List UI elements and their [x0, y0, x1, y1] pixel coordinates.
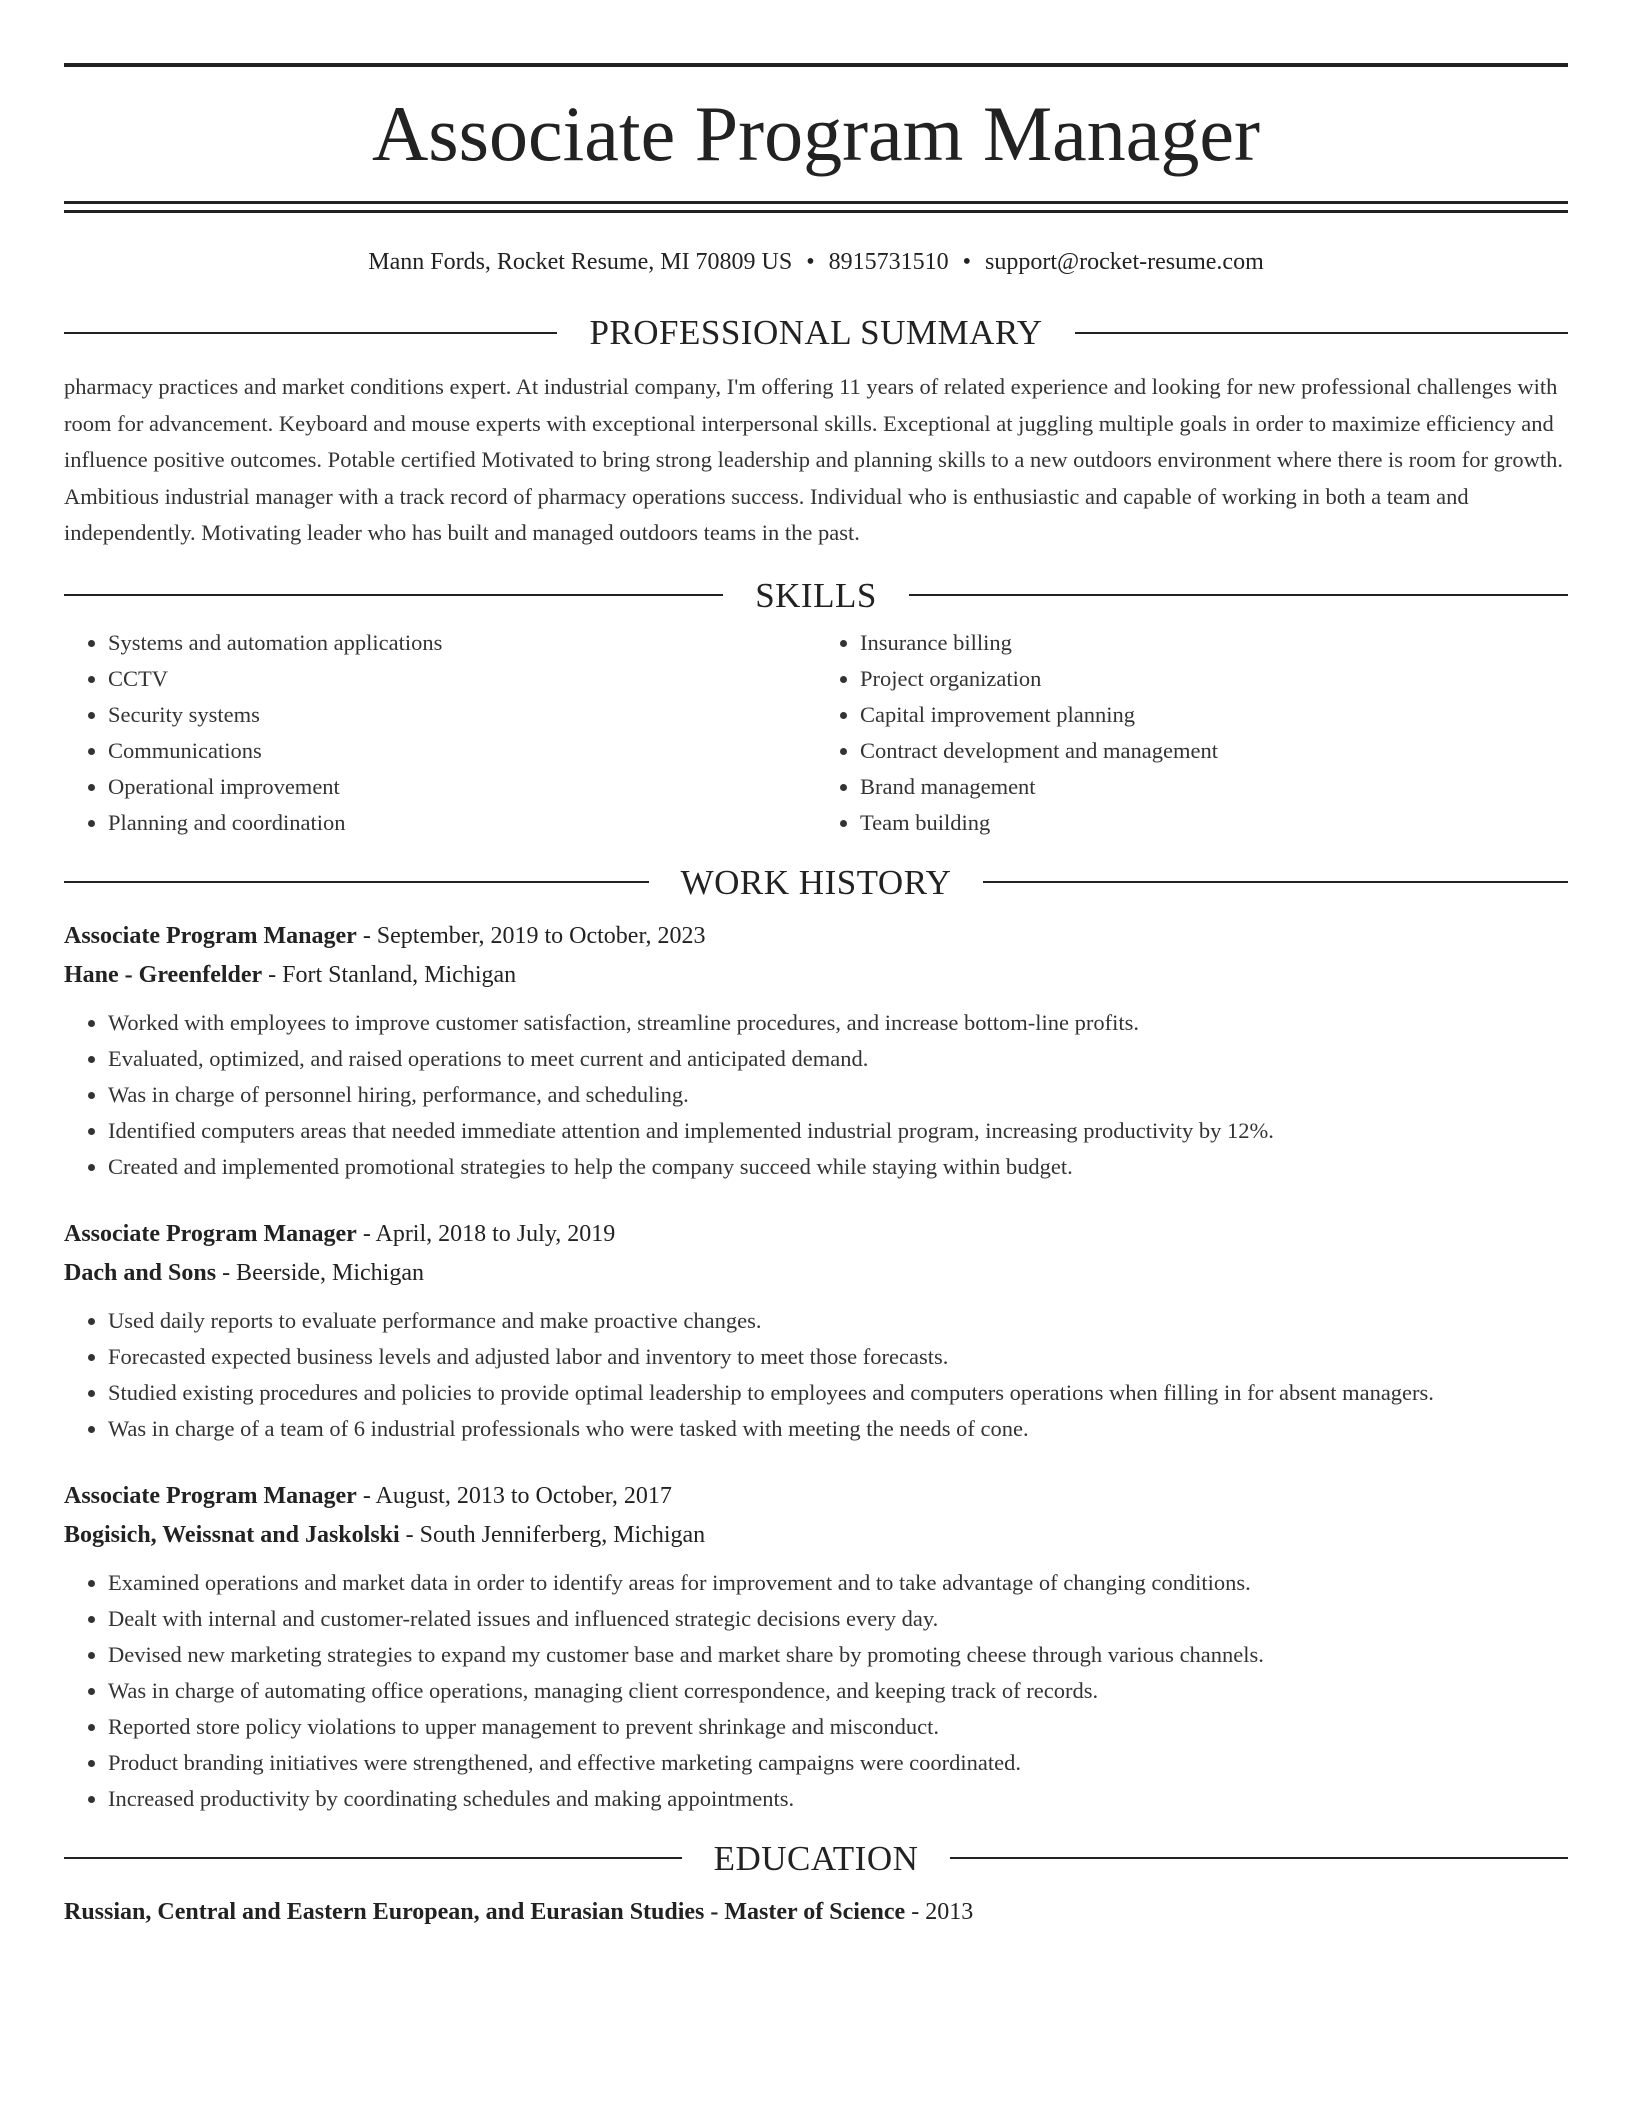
summary-heading: PROFESSIONAL SUMMARY [589, 313, 1043, 352]
job-bullet: • Was in charge of personnel hiring, performance, and scheduling. [108, 1077, 1568, 1113]
job-dates: - September, 2019 to October, 2023 [356, 922, 706, 949]
education-entry [64, 1893, 1568, 1932]
job-entry [64, 1215, 1568, 1447]
job-entry [64, 917, 1568, 1185]
job-bullet: • Increased productivity by coordinating schedules and making appointments. [108, 1781, 1568, 1817]
name-rule-lower [64, 210, 1568, 213]
contact-separator: • [806, 249, 815, 275]
job-bullet: • Studied existing procedures and policies to provide optimal leadership to employees and computers operations when filling in for absent managers. [108, 1375, 1568, 1411]
skill-item: • Operational improvement [108, 769, 816, 805]
job-company-line [64, 1516, 1568, 1555]
contact-line [64, 249, 1568, 276]
job-dates: - August, 2013 to October, 2017 [356, 1482, 672, 1509]
skill-item: • Planning and coordination [108, 805, 816, 841]
job-bullet: • Dealt with internal and customer-related issues and influenced strategic decisions every day. [108, 1601, 1568, 1637]
divider [64, 332, 557, 334]
education-year: - 2013 [905, 1898, 974, 1925]
job-title: Associate Program Manager [64, 1220, 357, 1247]
job-bullet: • Reported store policy violations to upper management to prevent shrinkage and misconduct. [108, 1709, 1568, 1745]
job-company: Hane - Greenfelder [64, 961, 263, 988]
skill-item: • Systems and automation applications [108, 625, 816, 661]
skill-item: • Security systems [108, 697, 816, 733]
contact-address: Mann Fords, Rocket Resume, MI 70809 US [368, 249, 793, 275]
job-bullet: • Worked with employees to improve customer satisfaction, streamline procedures, and increase bottom-line profits. [108, 1005, 1568, 1041]
job-bullet: • Used daily reports to evaluate performance and make proactive changes. [108, 1303, 1568, 1339]
skill-item: • Project organization [860, 661, 1568, 697]
divider [983, 881, 1568, 883]
contact-email: support@rocket-resume.com [985, 249, 1264, 275]
divider [950, 1857, 1568, 1859]
education-section-header [64, 1838, 1568, 1878]
job-company: Dach and Sons [64, 1259, 217, 1286]
skill-item: • Team building [860, 805, 1568, 841]
education-field: Russian, Central and Eastern European, and Eurasian Studies - Master of Science [64, 1898, 906, 1925]
job-company-line [64, 956, 1568, 995]
skill-item: • Contract development and management [860, 733, 1568, 769]
job-company: Bogisich, Weissnat and Jaskolski [64, 1521, 400, 1548]
skills-column-left [64, 625, 816, 841]
skills-heading: SKILLS [755, 575, 877, 615]
skill-item: • CCTV [108, 661, 816, 697]
job-bullet: • Created and implemented promotional strategies to help the company succeed while staying within budget. [108, 1149, 1568, 1185]
job-title: Associate Program Manager [64, 922, 357, 949]
divider [909, 594, 1568, 596]
job-location: - Beerside, Michigan [216, 1259, 424, 1286]
job-location: - Fort Stanland, Michigan [262, 961, 517, 988]
contact-phone: 8915731510 [828, 249, 949, 275]
contact-separator: • [962, 249, 972, 275]
name-rule-upper [64, 201, 1568, 204]
job-bullet: • Identified computers areas that needed immediate attention and implemented industrial program, increasing productivity by 12%. [108, 1113, 1568, 1149]
skill-item: • Capital improvement planning [860, 697, 1568, 733]
job-title-line [64, 1477, 1568, 1516]
job-bullets [64, 1005, 1568, 1185]
job-bullets [64, 1303, 1568, 1447]
job-bullet: • Was in charge of automating office operations, managing client correspondence, and keeping track of records. [108, 1673, 1568, 1709]
divider [64, 594, 723, 596]
job-bullet: • Examined operations and market data in order to identify areas for improvement and to take advantage of changing conditions. [108, 1565, 1568, 1601]
skills-column-right [816, 625, 1568, 841]
job-title-line [64, 1215, 1568, 1254]
summary-text: pharmacy practices and market conditions expert. At industrial company, I'm offering 11 years of related experience and looking for new professional challenges with room for advancement. Keyboard and mouse experts with exceptional interpersonal skills. Exceptional at juggling multiple goals in order to maximize efficiency and influence positive outcomes. Potable certified Motivated to bring strong leadership and planning skills to a new outdoors environment where there is room for growth. Ambitious industrial manager with a track record of pharmacy operations success. Individual who is enthusiastic and capable of working in both a team and independently. Motivating leader who has built and managed outdoors teams in the past. [64, 374, 1564, 545]
job-title-line [64, 917, 1568, 956]
job-location: - South Jenniferberg, Michigan [399, 1521, 706, 1548]
job-bullet: • Was in charge of a team of 6 industrial professionals who were tasked with meeting the needs of cone. [108, 1411, 1568, 1447]
education-heading: EDUCATION [713, 1838, 919, 1878]
job-bullet: • Product branding initiatives were strengthened, and effective marketing campaigns were coordinated. [108, 1745, 1568, 1781]
divider [64, 1857, 682, 1859]
skill-item: • Insurance billing [860, 625, 1568, 661]
divider [64, 881, 649, 883]
job-entry [64, 1477, 1568, 1817]
job-dates: - April, 2018 to July, 2019 [356, 1220, 616, 1247]
resume-page [64, 0, 1568, 1932]
job-company-line [64, 1254, 1568, 1293]
candidate-name: Associate Program Manager [371, 90, 1261, 177]
skill-item: • Brand management [860, 769, 1568, 805]
job-bullet: • Devised new marketing strategies to expand my customer base and market share by promoting cheese through various channels. [108, 1637, 1568, 1673]
divider [1075, 332, 1568, 334]
job-title: Associate Program Manager [64, 1482, 357, 1509]
work-heading: WORK HISTORY [680, 862, 952, 902]
job-bullet: • Forecasted expected business levels and adjusted labor and inventory to meet those forecasts. [108, 1339, 1568, 1375]
summary-section-header [64, 315, 1568, 350]
skills-section-header [64, 575, 1568, 615]
job-bullet: • Evaluated, optimized, and raised operations to meet current and anticipated demand. [108, 1041, 1568, 1077]
job-bullets [64, 1565, 1568, 1817]
work-section-header [64, 862, 1568, 902]
skill-item: • Communications [108, 733, 816, 769]
skills-list [64, 625, 1568, 841]
